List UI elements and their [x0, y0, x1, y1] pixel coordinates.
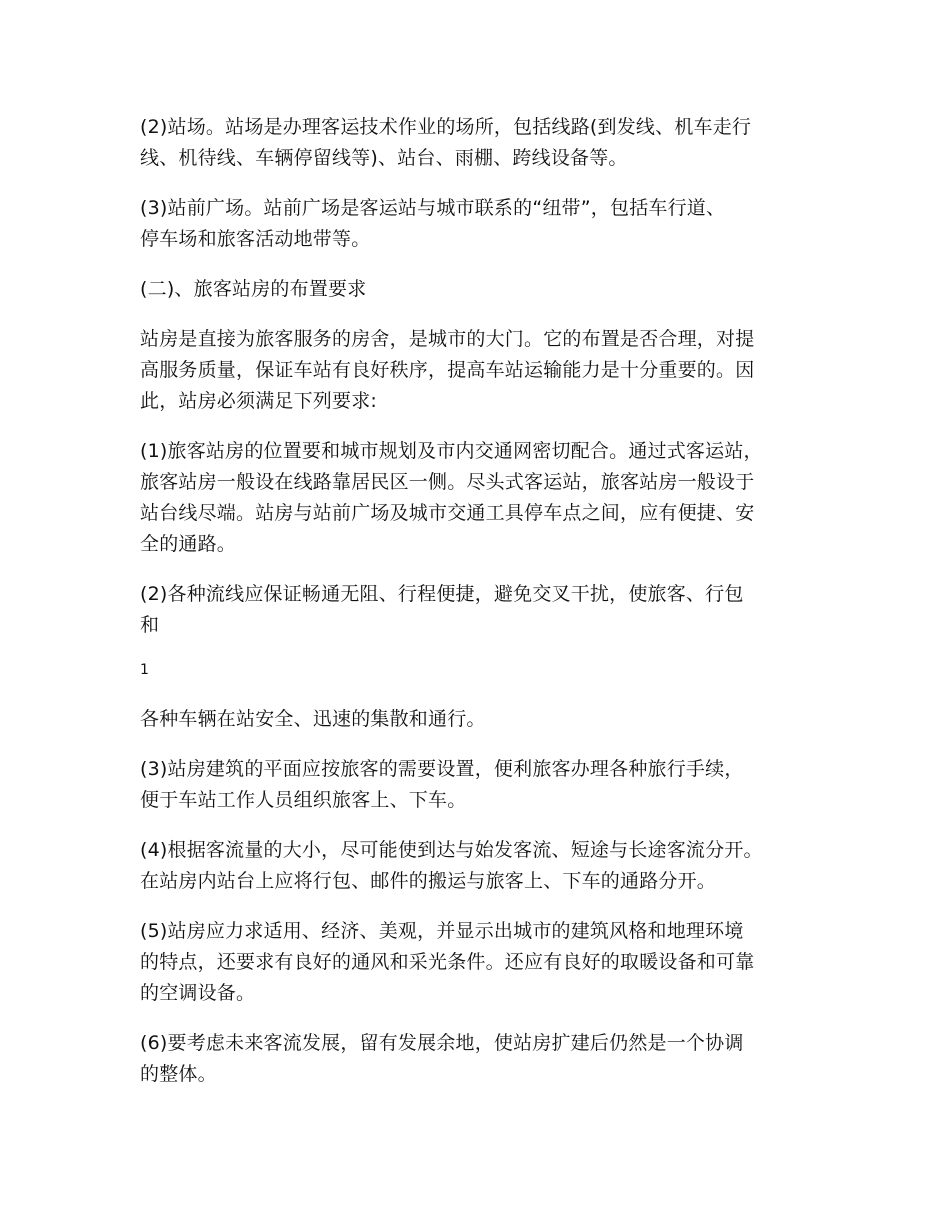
paragraph	[140, 835, 820, 897]
text-line: 停车场和旅客活动地带等。	[140, 228, 371, 250]
paragraph	[140, 754, 820, 816]
text-line: (6)要考虑未来客流发展，留有发展余地，使站房扩建后仍然是一个协调	[140, 1032, 744, 1054]
paragraph	[140, 704, 820, 735]
text-line: 在站房内站台上应将行包、邮件的搬运与旅客上、下车的通路分开。	[140, 870, 717, 892]
text-line: 各种车辆在站安全、迅速的集散和通行。	[140, 708, 486, 730]
text-line: 旅客站房一般设在线路靠居民区一侧。尽头式客运站，旅客站房一般设于	[140, 471, 755, 493]
document-body-before-page-break	[140, 112, 820, 641]
paragraph	[140, 436, 820, 560]
paragraph	[140, 579, 820, 641]
paragraph	[140, 324, 820, 417]
text-line: 和	[140, 614, 160, 636]
text-line: 站房是直接为旅客服务的房舍，是城市的大门。它的布置是否合理，对提	[140, 328, 755, 350]
text-line: (1)旅客站房的位置要和城市规划及市内交通网密切配合。通过式客运站，	[140, 440, 763, 462]
document-page	[140, 112, 820, 1109]
text-line: 高服务质量，保证车站有良好秩序，提高车站运输能力是十分重要的。因	[140, 359, 755, 381]
paragraph	[140, 916, 820, 1009]
text-line: 便于车站工作人员组织旅客上、下车。	[140, 789, 467, 811]
paragraph	[140, 274, 820, 305]
paragraph	[140, 112, 820, 174]
text-line: 的整体。	[140, 1063, 217, 1085]
text-line: 站台线尽端。站房与站前广场及城市交通工具停车点之间，应有便捷、安	[140, 502, 755, 524]
text-line: (2)各种流线应保证畅通无阻、行程便捷，避免交叉干扰，使旅客、行包	[140, 583, 744, 605]
document-body-after-page-break	[140, 704, 820, 1090]
page-number: 1	[140, 662, 149, 678]
paragraph	[140, 1028, 820, 1090]
text-line: 此，站房必须满足下列要求:	[140, 390, 378, 412]
text-line: 的空调设备。	[140, 982, 256, 1004]
text-line: (3)站房建筑的平面应按旅客的需要设置，便利旅客办理各种旅行手续，	[140, 758, 744, 780]
paragraph	[140, 193, 820, 255]
text-line: 线、机待线、车辆停留线等)、站台、雨棚、跨线设备等。	[140, 147, 628, 169]
text-line: (3)站前广场。站前广场是客运站与城市联系的“纽带”，包括车行道、	[140, 197, 726, 219]
text-line: 的特点，还要求有良好的通风和采光条件。还应有良好的取暖设备和可靠	[140, 951, 755, 973]
text-line: (二)、旅客站房的布置要求	[140, 278, 367, 300]
text-line: (4)根据客流量的大小，尽可能使到达与始发客流、短途与长途客流分开。	[140, 839, 763, 861]
text-line: (2)站场。站场是办理客运技术作业的场所，包括线路(到发线、机车走行	[140, 116, 752, 138]
text-line: (5)站房应力求适用、经济、美观，并显示出城市的建筑风格和地理环境	[140, 920, 744, 942]
text-line: 全的通路。	[140, 533, 237, 555]
